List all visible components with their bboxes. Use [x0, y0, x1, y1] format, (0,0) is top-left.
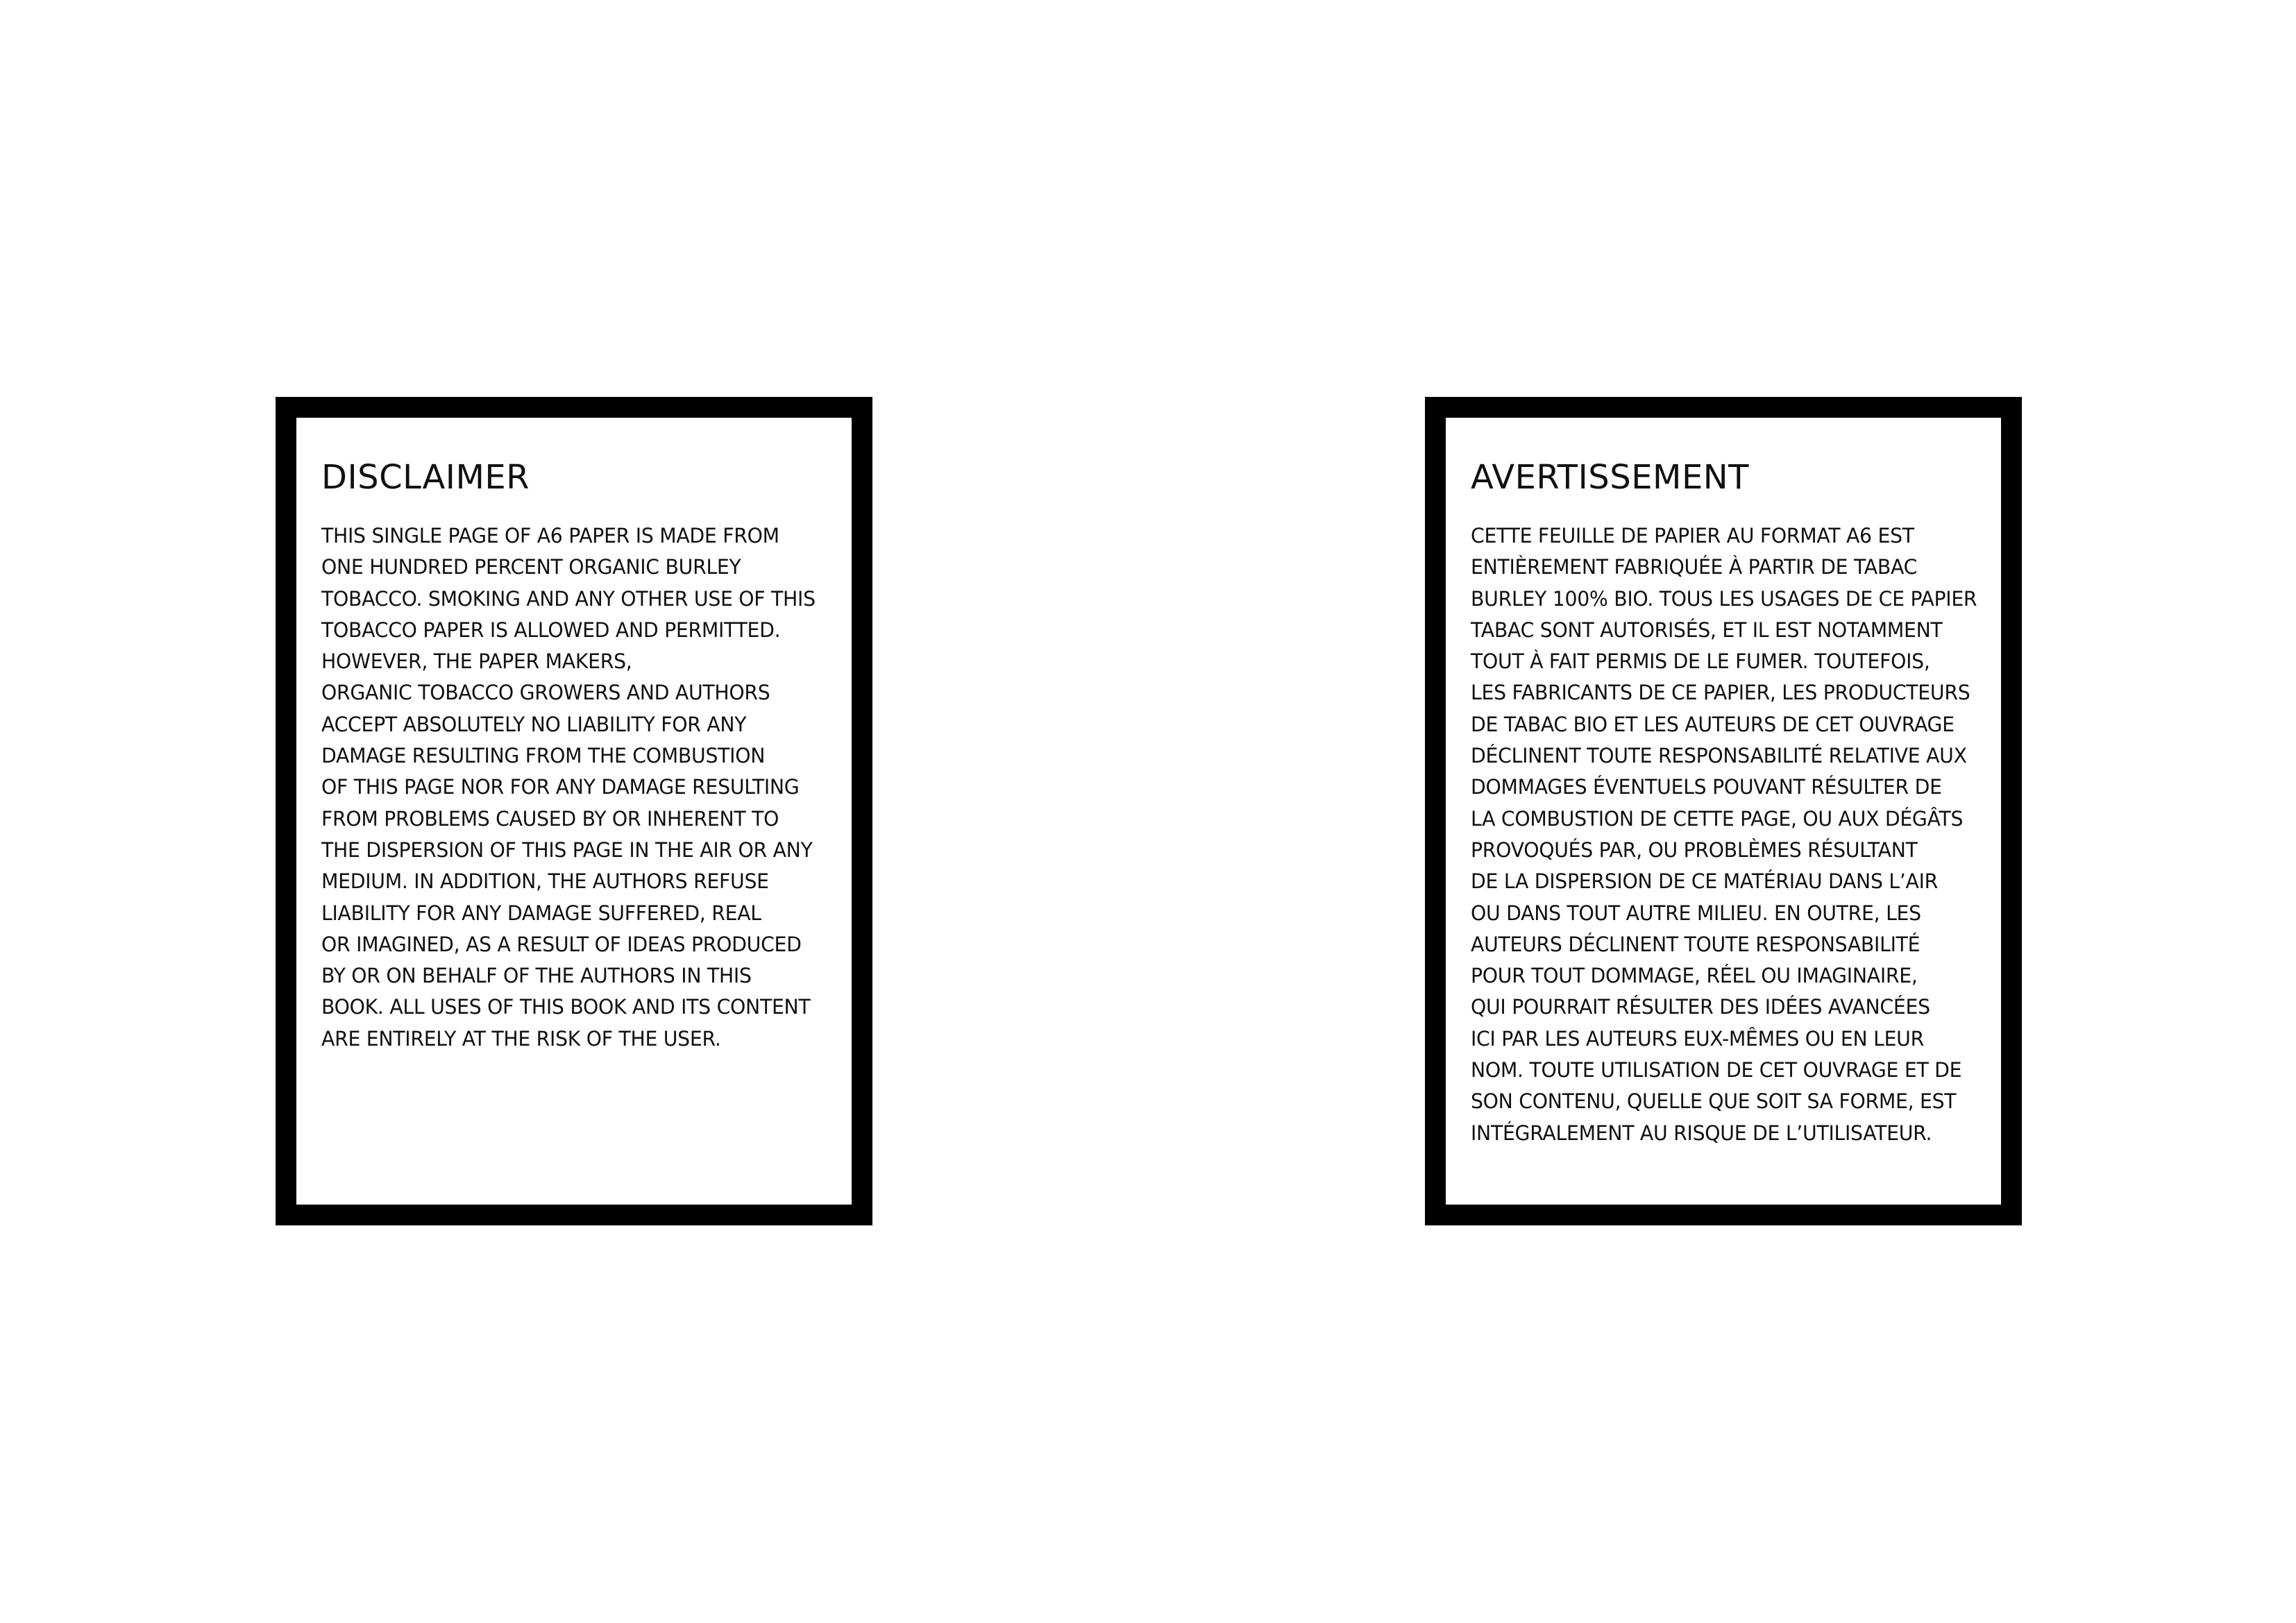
text-line: QUI POURRAIT RÉSULTER DES IDÉES AVANCÉES [1471, 995, 1930, 1019]
text-line: INTÉGRALEMENT AU RISQUE DE L’UTILISATEUR. [1471, 1121, 1932, 1145]
text-line: BURLEY 100% BIO. TOUS LES USAGES DE CE PAPIER [1471, 586, 1977, 611]
text-line: ONE HUNDRED PERCENT ORGANIC BURLEY [321, 555, 741, 579]
text-line: THE DISPERSION OF THIS PAGE IN THE AIR OR ANY [321, 838, 813, 862]
text-line: TOBACCO PAPER IS ALLOWED AND PERMITTED. [321, 618, 781, 642]
panel-title: DISCLAIMER [321, 458, 530, 497]
text-line: HOWEVER, THE PAPER MAKERS, [321, 649, 632, 674]
panel-body [321, 520, 852, 1055]
disclaimer-panel-french [1425, 397, 2022, 1225]
text-line: DÉCLINENT TOUTE RESPONSABILITÉ RELATIVE AUX [1471, 744, 1967, 768]
text-line: BY OR ON BEHALF OF THE AUTHORS IN THIS [321, 964, 752, 988]
text-line: POUR TOUT DOMMAGE, RÉEL OU IMAGINAIRE, [1471, 964, 1918, 988]
text-line: BOOK. ALL USES OF THIS BOOK AND ITS CONTENT [321, 995, 811, 1019]
text-line: MEDIUM. IN ADDITION, THE AUTHORS REFUSE [321, 869, 769, 894]
text-line: TOBACCO. SMOKING AND ANY OTHER USE OF THIS [321, 586, 816, 611]
text-line: ORGANIC TOBACCO GROWERS AND AUTHORS [321, 681, 770, 705]
text-line: LA COMBUSTION DE CETTE PAGE, OU AUX DÉGÂTS [1471, 806, 1964, 831]
text-line: SON CONTENU, QUELLE QUE SOIT SA FORME, EST [1471, 1089, 1957, 1114]
text-line: PROVOQUÉS PAR, OU PROBLÈMES RÉSULTANT [1471, 838, 1918, 862]
text-line: FROM PROBLEMS CAUSED BY OR INHERENT TO [321, 806, 779, 831]
text-line: ICI PAR LES AUTEURS EUX-MÊMES OU EN LEUR [1471, 1026, 1924, 1051]
text-line: DE TABAC BIO ET LES AUTEURS DE CET OUVRAGE [1471, 712, 1955, 736]
text-line: TABAC SONT AUTORISÉS, ET IL EST NOTAMMENT [1471, 618, 1943, 642]
text-line: OR IMAGINED, AS A RESULT OF IDEAS PRODUCED [321, 932, 802, 956]
panel-body [1471, 520, 2001, 1149]
text-line: ACCEPT ABSOLUTELY NO LIABILITY FOR ANY [321, 712, 747, 736]
text-line: NOM. TOUTE UTILISATION DE CET OUVRAGE ET DE [1471, 1058, 1962, 1082]
text-line: DE LA DISPERSION DE CE MATÉRIAU DANS L’AIR [1471, 869, 1939, 894]
text-line: DAMAGE RESULTING FROM THE COMBUSTION [321, 744, 766, 768]
text-line: DOMMAGES ÉVENTUELS POUVANT RÉSULTER DE [1471, 775, 1942, 799]
disclaimer-panel-english [276, 397, 872, 1225]
text-line: LES FABRICANTS DE CE PAPIER, LES PRODUCTEURS [1471, 681, 1970, 705]
text-line: OF THIS PAGE NOR FOR ANY DAMAGE RESULTING [321, 775, 800, 799]
text-line: ENTIÈREMENT FABRIQUÉE À PARTIR DE TABAC [1471, 555, 1918, 579]
text-line: ARE ENTIRELY AT THE RISK OF THE USER. [321, 1026, 721, 1051]
text-line: THIS SINGLE PAGE OF A6 PAPER IS MADE FROM [321, 524, 779, 547]
text-line: OU DANS TOUT AUTRE MILIEU. EN OUTRE, LES [1471, 901, 1921, 925]
text-line: TOUT À FAIT PERMIS DE LE FUMER. TOUTEFOIS, [1471, 649, 1930, 674]
text-line: AUTEURS DÉCLINENT TOUTE RESPONSABILITÉ [1471, 932, 1921, 956]
text-line: CETTE FEUILLE DE PAPIER AU FORMAT A6 EST [1471, 524, 1914, 547]
text-line: LIABILITY FOR ANY DAMAGE SUFFERED, REAL [321, 901, 761, 925]
panel-title: AVERTISSEMENT [1471, 458, 1749, 497]
